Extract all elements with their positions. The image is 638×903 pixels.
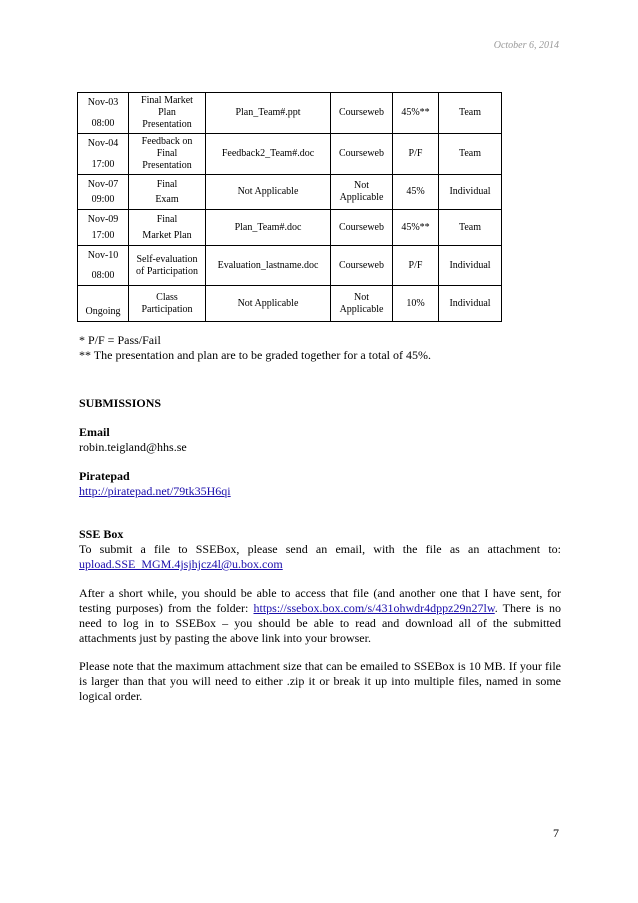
weight-cell: P/F bbox=[393, 246, 439, 286]
item-line: Presentation bbox=[142, 160, 192, 171]
file-cell: Evaluation_lastname.doc bbox=[206, 246, 331, 286]
deadline-date: Nov-10 bbox=[87, 250, 119, 261]
table-row bbox=[78, 246, 502, 286]
type-cell: Individual bbox=[439, 246, 502, 286]
item-line: Final bbox=[156, 148, 178, 159]
file-cell: Plan_Team#.ppt bbox=[206, 93, 331, 134]
submit-line: Applicable bbox=[339, 303, 384, 315]
weight-cell: 45%** bbox=[393, 210, 439, 246]
submit-line: Not bbox=[354, 291, 369, 303]
item-line: Self-evaluation bbox=[136, 253, 198, 265]
item-line: Class bbox=[156, 291, 178, 303]
ssebox-p2-text: After a short while, you should be able to access that file (and another one that I have sent, for testing purposes) from the folder: bbox=[79, 586, 561, 615]
page-number: 7 bbox=[553, 826, 559, 840]
table-row bbox=[78, 134, 502, 175]
email-address: robin.teigland@hhs.se bbox=[79, 440, 187, 454]
submit-cell: Courseweb bbox=[331, 134, 393, 175]
ssebox-upload-email-link[interactable]: upload.SSE_MGM.4jsjhjcz4l@u.box.com bbox=[79, 557, 283, 571]
deadline-date: Nov-04 bbox=[87, 138, 119, 149]
date-cell bbox=[78, 175, 129, 210]
date-cell bbox=[78, 286, 129, 322]
footnotes bbox=[79, 333, 561, 363]
email-label: Email bbox=[79, 425, 110, 439]
file-cell: Plan_Team#.doc bbox=[206, 210, 331, 246]
item-line: Presentation bbox=[142, 119, 192, 130]
date-cell bbox=[78, 134, 129, 175]
ssebox-p1-text: To submit a file to SSEBox, please send an email, with the file as an attachment to: bbox=[79, 542, 561, 556]
file-cell: Feedback2_Team#.doc bbox=[206, 134, 331, 175]
item-line: Participation bbox=[141, 303, 193, 315]
piratepad-label: Piratepad bbox=[79, 469, 130, 483]
type-cell: Individual bbox=[439, 286, 502, 322]
item-line: Final bbox=[156, 179, 178, 190]
item-line: of Participation bbox=[136, 265, 198, 277]
item-cell bbox=[129, 93, 206, 134]
header-date: October 6, 2014 bbox=[493, 40, 559, 51]
weight-cell: P/F bbox=[393, 134, 439, 175]
ssebox-paragraph-2 bbox=[79, 586, 561, 646]
weight-cell: 45%** bbox=[393, 93, 439, 134]
weight-cell: 10% bbox=[393, 286, 439, 322]
file-cell: Not Applicable bbox=[206, 175, 331, 210]
deadline-time: 08:00 bbox=[91, 118, 115, 129]
ssebox-paragraph-3: Please note that the maximum attachment size that can be emailed to SSEBox is 10 MB. If your file is larger than that you will need to either .zip it or break it up into multiple files, named in some logical order. bbox=[79, 659, 561, 703]
item-cell bbox=[129, 246, 206, 286]
item-cell bbox=[129, 175, 206, 210]
deadline-time: 17:00 bbox=[91, 159, 115, 170]
deadline-time: 09:00 bbox=[91, 194, 115, 205]
deadline-date: Nov-09 bbox=[87, 214, 119, 225]
item-line: Final bbox=[156, 214, 178, 225]
table-row bbox=[78, 175, 502, 210]
deadline-date: Nov-07 bbox=[87, 179, 119, 190]
deadline-date: Nov-03 bbox=[87, 97, 119, 108]
table-row bbox=[78, 210, 502, 246]
weight-cell: 45% bbox=[393, 175, 439, 210]
footnote-combined: ** The presentation and plan are to be graded together for a total of 45%. bbox=[79, 348, 431, 362]
footnote-pf: * P/F = Pass/Fail bbox=[79, 333, 161, 347]
item-line: Feedback on bbox=[141, 136, 193, 147]
item-cell bbox=[129, 210, 206, 246]
deadline-time: 17:00 bbox=[91, 230, 115, 241]
type-cell: Team bbox=[439, 93, 502, 134]
submit-cell: Courseweb bbox=[331, 93, 393, 134]
email-section bbox=[79, 425, 561, 455]
ssebox-paragraph-1 bbox=[79, 542, 561, 572]
ssebox-p2-text-after: . There is no need to log in to SSEBox – you should be able to read and download all of the submitted attachments just by pasting the above link into your browser. bbox=[79, 601, 561, 645]
item-line: Exam bbox=[155, 194, 179, 205]
submit-cell bbox=[331, 175, 393, 210]
item-cell bbox=[129, 286, 206, 322]
table-row bbox=[78, 93, 502, 134]
submit-cell bbox=[331, 286, 393, 322]
ssebox-section bbox=[79, 527, 561, 572]
date-cell bbox=[78, 246, 129, 286]
deadline-time: Ongoing bbox=[85, 306, 121, 317]
type-cell: Team bbox=[439, 210, 502, 246]
submit-line: Applicable bbox=[339, 192, 384, 203]
table-row bbox=[78, 286, 502, 322]
item-line: Market Plan bbox=[142, 230, 192, 241]
date-cell bbox=[78, 93, 129, 134]
type-cell: Team bbox=[439, 134, 502, 175]
deadline-time: 08:00 bbox=[91, 270, 115, 281]
date-cell bbox=[78, 210, 129, 246]
piratepad-link[interactable]: http://piratepad.net/79tk35H6qi bbox=[79, 484, 231, 498]
schedule-table bbox=[77, 92, 502, 322]
item-cell bbox=[129, 134, 206, 175]
type-cell: Individual bbox=[439, 175, 502, 210]
file-cell: Not Applicable bbox=[206, 286, 331, 322]
submit-line: Not bbox=[354, 180, 369, 191]
ssebox-folder-link[interactable]: https://ssebox.box.com/s/431ohwdr4dppz29n27lw bbox=[253, 601, 495, 615]
submit-cell: Courseweb bbox=[331, 210, 393, 246]
item-line: Final Market bbox=[141, 95, 193, 106]
piratepad-section bbox=[79, 469, 561, 499]
submit-cell: Courseweb bbox=[331, 246, 393, 286]
submissions-heading: SUBMISSIONS bbox=[79, 396, 162, 410]
item-line: Plan bbox=[158, 107, 176, 118]
ssebox-label: SSE Box bbox=[79, 527, 124, 541]
